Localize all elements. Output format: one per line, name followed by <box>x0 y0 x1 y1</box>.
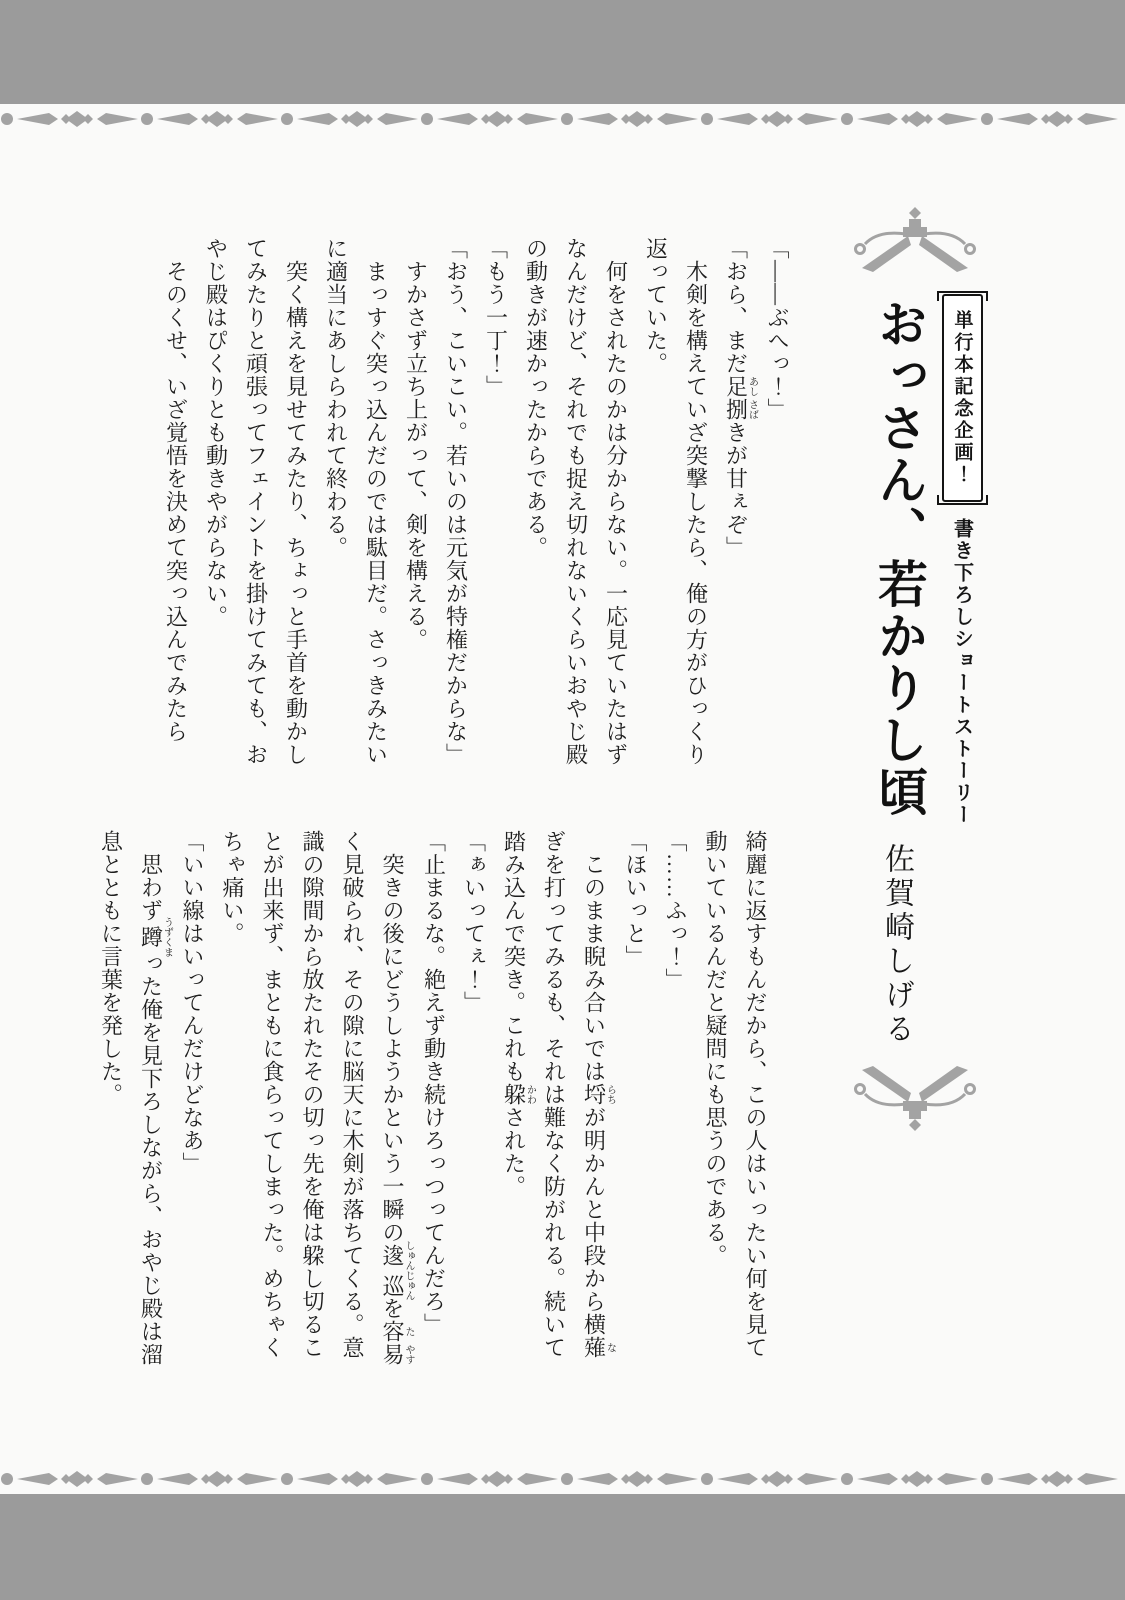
ornamental-divider-bottom-icon <box>0 1464 1125 1494</box>
furigana-ruby: 蹲うずくま <box>138 917 173 957</box>
furigana-ruby: 巡じゅん <box>380 1270 414 1301</box>
furigana-ruby: 足あし <box>723 375 758 398</box>
story-paragraph: 何をされたのかは分からない。一応見ていたはずなんだけど、それでも捉え切れないくらいおやじ殿の動きが速かったからである。 <box>523 237 629 766</box>
story-paragraph: 「止まるな。絶えず動き続けろっつってんだろ」 <box>421 830 447 1336</box>
story-type-subtitle: 書き下ろしショートストーリー <box>950 518 973 826</box>
story-paragraph: このまま睨み合いでは埒らちが明かんと中段から横薙なぎを打ってみるも、それは難なく防がれる。続いて踏み込んで突き。これも躱かわされた。 <box>501 830 616 1359</box>
story-paragraph: そのくせ、いざ覚悟を決めて突っ込んでみたら <box>163 237 189 743</box>
furigana-ruby: 逡しゅん <box>380 1240 414 1271</box>
author-name: 佐賀崎しげる <box>880 843 913 1047</box>
story-paragraph: 「いい線はいってんだけどなあ」 <box>180 830 205 1175</box>
bottom-margin-bar <box>0 1494 1125 1600</box>
campaign-banner: 単行本記念企画！ <box>942 294 983 502</box>
furigana-ruby: 容た <box>380 1320 414 1343</box>
flourish-bottom-icon <box>840 1058 990 1132</box>
story-paragraph: まっすぐ突っ込んだのでは駄目だ。さっきみたいに適当にあしらわれて終わる。 <box>323 237 389 766</box>
story-paragraph: 突きの後にどうしようかという一瞬の逡しゅん巡じゅんを容た易やすく見破られ、その隙に脳天に木剣が落ちてくる。意識の隙間から放たれたその切っ先を俺は躱し切ることが出来ず、まともに食らってしまった。めちゃくちゃ痛い。 <box>220 830 414 1366</box>
story-paragraph: 「ほいっと」 <box>623 830 648 968</box>
story-paragraph: 「ぁいってぇ！」 <box>461 830 487 1014</box>
story-paragraph: 突く構えを見せてみたり、ちょっと手首を動かしてみたりと頑張ってフェイントを掛けてみても、おやじ殿はぴくりとも動きやがらない。 <box>203 237 309 766</box>
story-paragraph: すかさず立ち上がって、剣を構える。 <box>403 237 429 651</box>
furigana-ruby: 埒らち <box>581 1083 616 1106</box>
furigana-ruby: 捌さば <box>723 398 758 421</box>
top-margin-bar <box>0 0 1125 104</box>
furigana-ruby: 薙な <box>581 1336 616 1359</box>
story-paragraph: 「……ふっ！」 <box>663 830 688 991</box>
furigana-ruby: 易やす <box>380 1343 414 1366</box>
story-text-bottom-block <box>91 830 776 1372</box>
story-text-top-block <box>156 237 798 773</box>
story-paragraph: 「おら、まだ足あし捌さばきが甘ぇぞ」 <box>723 237 758 559</box>
story-paragraph: 綺麗に返すもんだから、この人はいったい何を見て動いているんだと疑問にも思うのである。 <box>703 830 768 1359</box>
furigana-ruby: 躱かわ <box>501 1083 536 1106</box>
story-title: おっさん、若かりし頃 <box>871 298 927 818</box>
flourish-top-icon <box>840 206 990 280</box>
story-paragraph: 「もう一丁！」 <box>483 237 509 398</box>
story-paragraph: 木剣を構えていざ突撃したら、俺の方がひっくり返っていた。 <box>643 237 709 766</box>
story-paragraph: 思わず蹲うずくまった俺を見下ろしながら、おやじ殿は溜息とともに言葉を発した。 <box>98 830 173 1366</box>
story-paragraph: 「おう、こいこい。若いのは元気が特権だからな」 <box>443 237 469 766</box>
masthead-banner-column <box>939 294 985 826</box>
story-paragraph: 「――ぶへっ！」 <box>765 237 790 421</box>
ornamental-divider-top-icon <box>0 104 1125 134</box>
